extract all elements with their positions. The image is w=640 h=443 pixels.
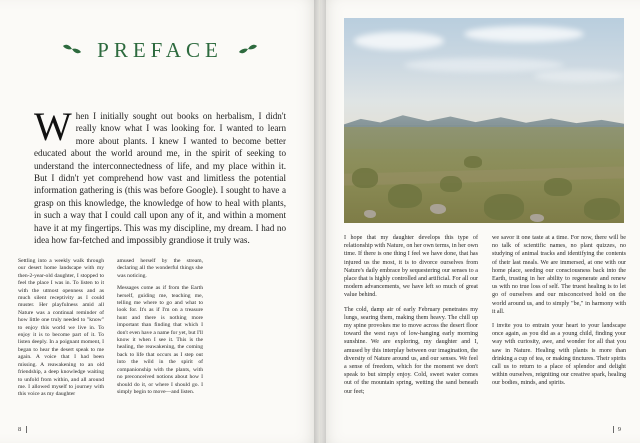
- rock-shape: [530, 214, 544, 222]
- paragraph: Messages come as if from the Earth herself, guiding me, teaching me, telling me where to go and what to look for. It's as if I'm on a treasure hunt and there is nothing more important than finding that which I don't even have a name for yet, but I'll know it when I see it. This is the healing, the reawakening, the coming back to life that occurs as I step out into the wild in the spirit of companionship with the plants, with no preconceived notions about how I should do it, or where I should go. I simply begin to move—and listen.: [117, 285, 203, 395]
- cloud-shape: [534, 70, 624, 82]
- folio-rule: [613, 426, 614, 433]
- brush-shape: [352, 168, 378, 188]
- right-column-1: [344, 234, 478, 402]
- opening-paragraph: [34, 104, 286, 246]
- brush-shape: [544, 178, 572, 196]
- folio-number: 8: [18, 426, 23, 433]
- paragraph: The cold, damp air of early February penetrates my lungs, searing them, making them heavy. The chill up my spine provokes me to move across the desert floor toward the west rays of low-hanging early morning sunshine. We are exploring, my daughter and I, amused by this interplay between our imagination, the diversity of Nature around us, and our senses. We feel a sense of freedom, which for the moment we don't speak to but simply enjoy. Cold, sweet water comes out of the mountain spring, wetting the sand beneath our feet;: [344, 306, 478, 395]
- folio-left: [18, 426, 27, 433]
- cloud-shape: [404, 58, 564, 72]
- leaf-ornament-left-icon: [61, 42, 83, 60]
- brush-shape: [464, 156, 482, 168]
- brush-shape: [440, 176, 462, 192]
- brush-shape: [584, 198, 620, 220]
- paragraph: I invite you to entrain your heart to your landscape once again, as you did as a young child, finding your way with curiosity, awe, and wonder for all that you saw in Nature. Healing with plants is more than drinking a cup of tea, or making tinctures. Their spirits call us to return to a place of splendor and delight within ourselves, reigniting our creative spark, healing our bodies, minds, and spirits.: [492, 323, 626, 387]
- brush-shape: [388, 184, 422, 208]
- cloud-shape: [464, 26, 584, 42]
- right-column-2: [492, 234, 626, 402]
- cloud-shape: [354, 32, 444, 50]
- paragraph: amused herself by the stream, declaring all the wonderful things she was noticing.: [117, 258, 203, 279]
- leaf-ornament-right-icon: [237, 42, 259, 60]
- paragraph: Settling into a weekly walk through our desert home landscape with my then-2-year-old daughter, I stopped to feel the place I was in. To listen to it with the utmost openness and as much silent receptivity as I could muster. Her playfulness amid all Nature was a continual reminder of how little one truly needed to "know" to enjoy this world we live in. To enjoy it is to become part of it. To listen deeply. In a poignant moment, I began to hear the desert speak to me again. A voice that I had been missing. A reawakening to an old friendship, a deep knowledge waiting to unfold from within, and all around me. I allowed myself to journey with this voice as my daughter: [18, 258, 104, 398]
- folio-right: [613, 426, 622, 433]
- folio-number: 9: [617, 426, 622, 433]
- rock-shape: [364, 210, 376, 218]
- left-page-columns: [18, 258, 304, 404]
- rock-shape: [430, 204, 446, 214]
- opening-body-text: hen I initially sought out books on herbalism, I didn't really know what I was looking for. I wanted to learn more about plants. I knew I wanted to become better educated about the world around me, in the spirit of seeking to understand the interconnectedness of life, and my place within it. But I didn't yet comprehend how vast and limitless the potential information gathering is (this was before Google). I sought to have a grasp on this knowledge, the knowledge of how to heal with plants, in such a way that I could call upon any of it, and within a moment have it at my fingertips. This was my discipline, my dream. I had no idea how far-fetched and impossibly grandiose it truly was.: [34, 111, 286, 246]
- page-title: PREFACE: [97, 38, 223, 62]
- left-column-1: [18, 258, 104, 404]
- paragraph: we savor it one taste at a time. For now, there will be no talk of scientific names, no plant quizzes, no studying of animal tracks and identifying the contents of their last meals. We are immersed, at one with our home place, seeding our consciousness back into the Earth, trusting in her ability to regenerate and renew us with no true loss of self. The truest healing is to let go of ourselves and our misconceived hold on the world around us, and to simply "be," in harmony with it all.: [492, 235, 626, 315]
- drop-cap: W: [34, 104, 72, 149]
- preface-heading: [0, 38, 320, 63]
- right-page-columns: [344, 234, 626, 402]
- folio-rule: [26, 426, 27, 433]
- paragraph: I hope that my daughter develops this type of relationship with Nature, on her own terms, in her own time. If there is one thing I feel we have done, that has injured us the most, it is to divorce ourselves from Nature's daily embrace by sequestering our senses to a place that is highly controlled and artificial. For all our modern advancements, we have left so much of great value behind.: [344, 235, 478, 299]
- right-page: [320, 0, 640, 443]
- left-column-2: [117, 258, 203, 404]
- brush-shape: [484, 194, 524, 220]
- desert-landscape-photo: [344, 18, 624, 223]
